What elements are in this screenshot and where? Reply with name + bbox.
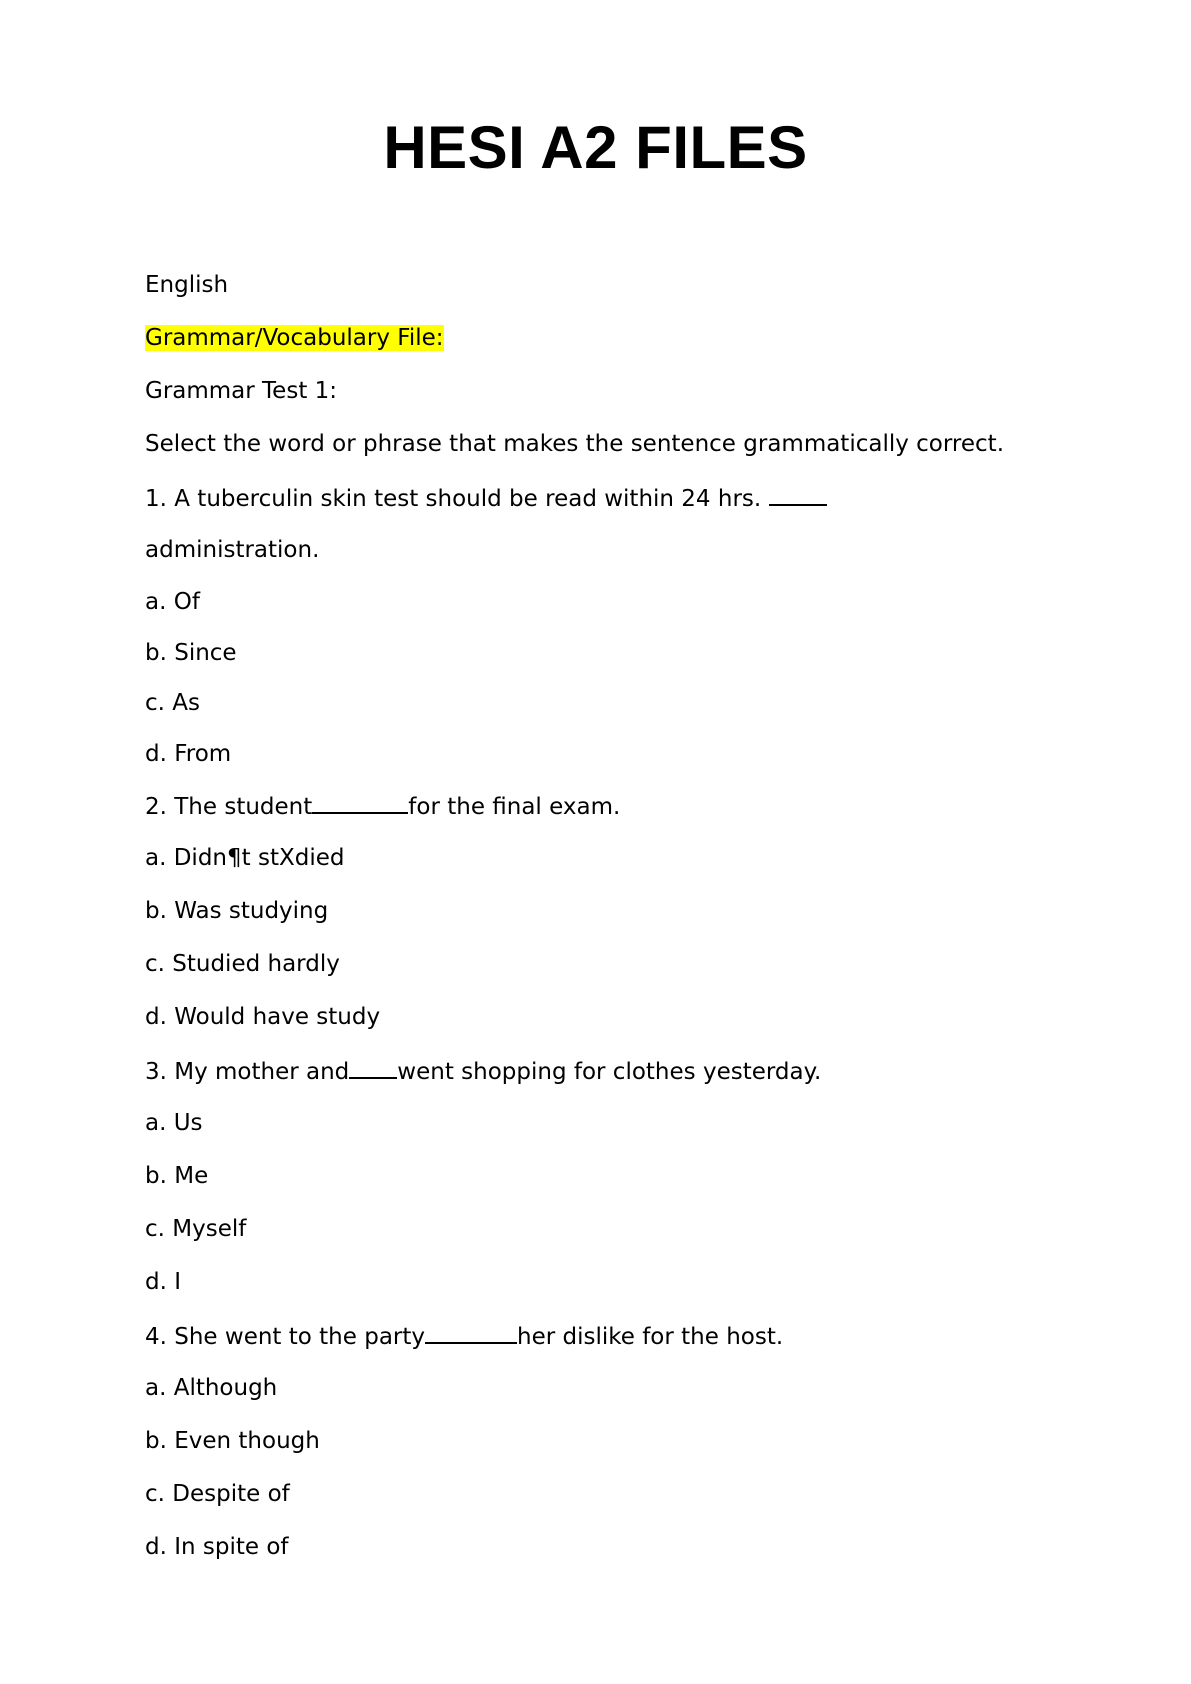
question-2-option-d: d. Would have study	[145, 1004, 381, 1030]
question-1-option-a: a. Of	[145, 589, 200, 615]
question-4-option-d: d. In spite of	[145, 1534, 289, 1560]
question-4-option-c: c. Despite of	[145, 1481, 290, 1507]
question-3-option-d: d. I	[145, 1269, 182, 1295]
question-4-text-after: her dislike for the host.	[517, 1324, 784, 1350]
question-3-text: 3. My mother and	[145, 1059, 350, 1085]
test-label: Grammar Test 1:	[145, 378, 338, 404]
question-2-text: 2. The student	[145, 794, 313, 820]
question-2-option-c: c. Studied hardly	[145, 951, 340, 977]
question-3-option-c: c. Myself	[145, 1216, 247, 1242]
question-4-text: 4. She went to the party	[145, 1324, 425, 1350]
question-2-stem	[145, 790, 620, 822]
question-3-stem	[145, 1055, 821, 1087]
question-2-option-b: b. Was studying	[145, 898, 329, 924]
question-3-option-a: a. Us	[145, 1110, 203, 1136]
section-label: English	[145, 272, 229, 298]
file-label	[145, 323, 444, 353]
question-1-option-c: c. As	[145, 690, 200, 716]
question-3-option-b: b. Me	[145, 1163, 209, 1189]
question-1-stem	[145, 482, 827, 514]
question-4-stem	[145, 1320, 783, 1352]
question-1-option-d: d. From	[145, 741, 232, 767]
question-3-blank	[349, 1055, 397, 1079]
question-1-text: 1. A tuberculin skin test should be read within 24 hrs.	[145, 486, 769, 512]
document-title: HESI A2 FILES	[383, 114, 808, 181]
question-1-continuation: administration.	[145, 537, 320, 563]
question-4-option-a: a. Although	[145, 1375, 278, 1401]
question-2-text-after: for the final exam.	[408, 794, 621, 820]
instructions: Select the word or phrase that makes the sentence grammatically correct.	[145, 431, 1005, 457]
question-4-option-b: b. Even though	[145, 1428, 320, 1454]
question-1-blank	[769, 482, 827, 506]
question-1-option-b: b. Since	[145, 640, 237, 666]
file-label-highlight: Grammar/Vocabulary File:	[145, 325, 444, 351]
question-2-blank	[312, 790, 408, 814]
question-4-blank	[425, 1320, 517, 1344]
question-2-option-a: a. Didn¶t stXdied	[145, 845, 345, 871]
question-3-text-after: went shopping for clothes yesterday.	[397, 1059, 822, 1085]
